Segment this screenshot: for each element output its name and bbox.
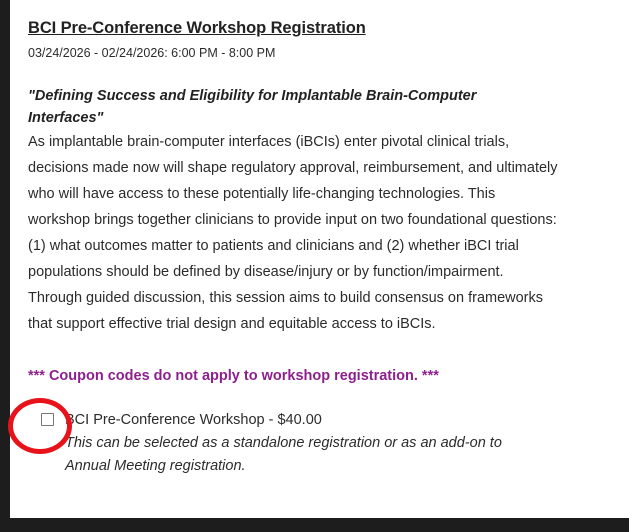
page-title: BCI Pre-Conference Workshop Registration xyxy=(28,19,366,37)
coupon-disclaimer: *** Coupon codes do not apply to workshop registration. *** xyxy=(28,368,439,384)
workshop-subtitle: "Defining Success and Eligibility for Implantable Brain-Computer Interfaces" xyxy=(28,88,477,126)
workshop-registration-checkbox[interactable] xyxy=(41,413,54,426)
page-bottom-gutter xyxy=(0,518,629,532)
registration-option-text xyxy=(65,409,605,478)
workshop-option-sublabel: This can be selected as a standalone registration or as an add-on to Annual Meeting registration. xyxy=(65,435,502,474)
workshop-option-label: BCI Pre-Conference Workshop - $40.00 xyxy=(65,412,322,428)
page-left-gutter xyxy=(0,0,10,532)
registration-option-row xyxy=(28,409,605,478)
event-date-range: 03/24/2026 - 02/24/2026: 6:00 PM - 8:00 PM xyxy=(28,46,276,60)
workshop-description: As implantable brain-computer interfaces (iBCIs) enter pivotal clinical trials, decisions made now will shape regulatory approval, reimbursement, and ultimately who will have access to these potentially life-changing technologies. This workshop brings together clinicians to provide input on two foundational questions: (1) what outcomes matter to patients and clinicians and (2) whether iBCI trial populations should be defined by disease/injury or by function/impairment. Through guided discussion, this session aims to build consensus on frameworks that support effective trial design and equitable access to iBCIs. xyxy=(28,134,558,332)
registration-panel xyxy=(10,0,629,518)
